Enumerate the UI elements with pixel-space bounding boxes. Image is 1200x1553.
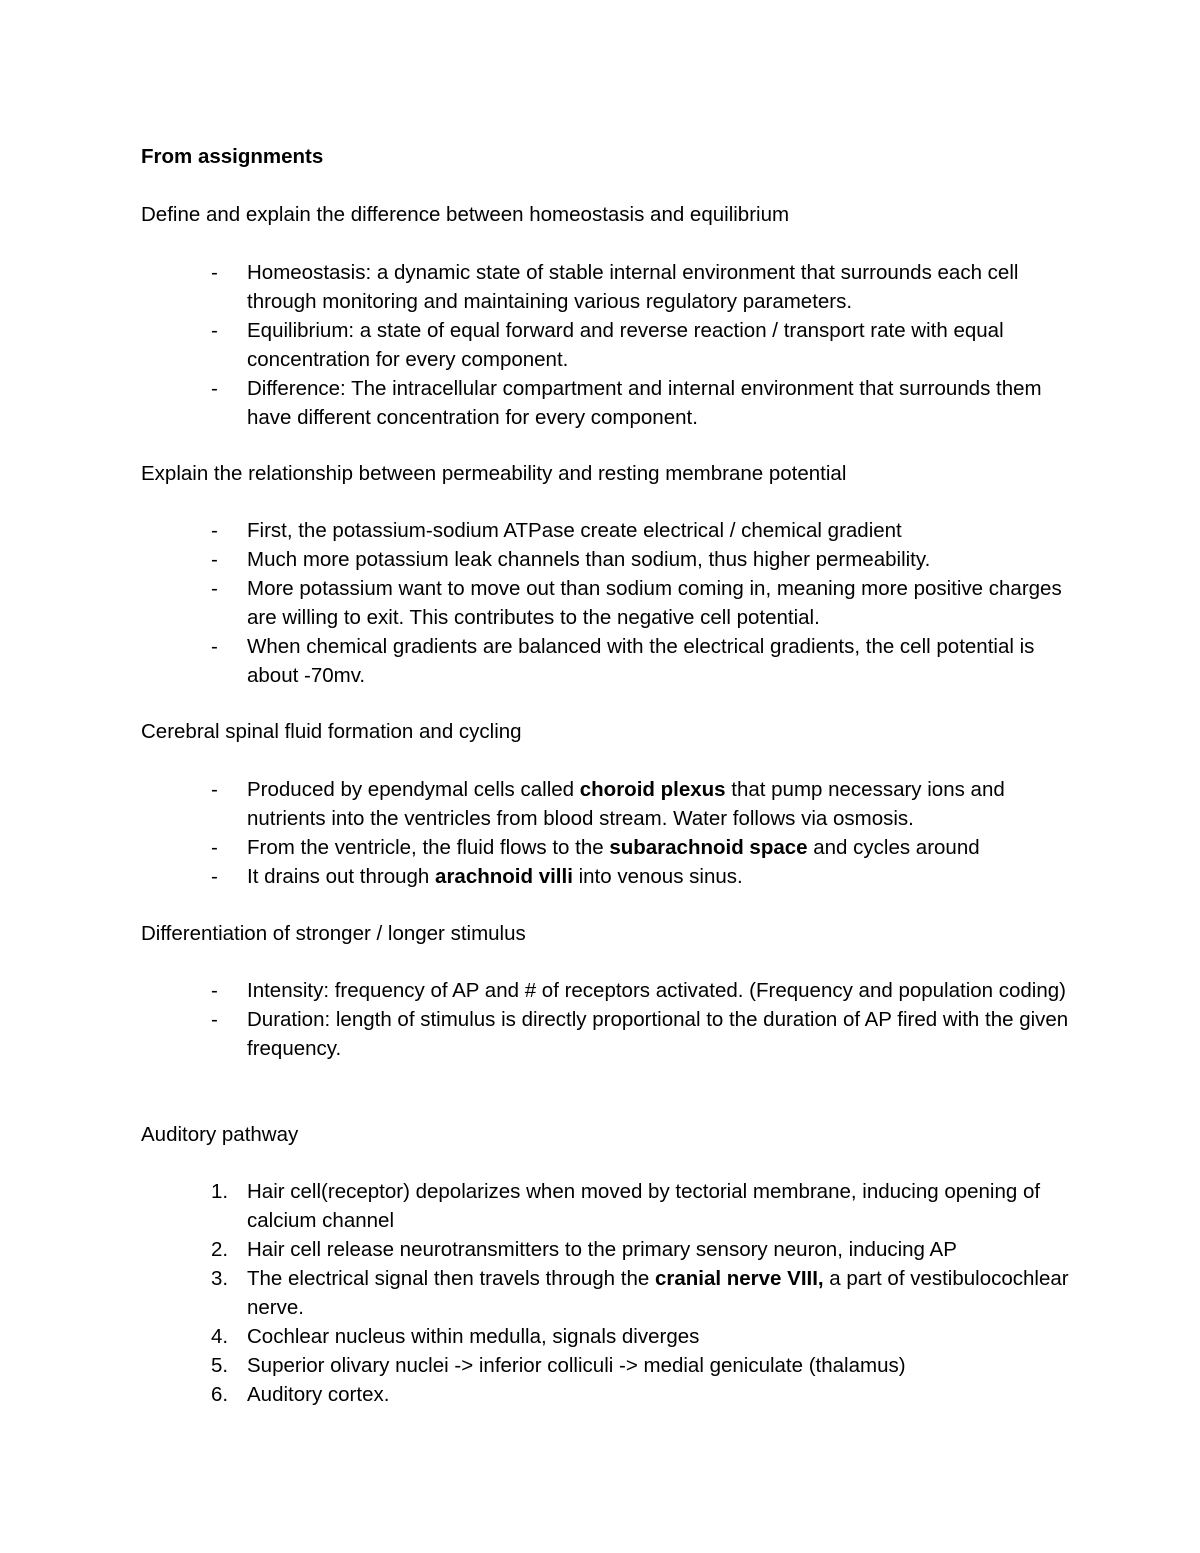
list-item-text: Produced by ependymal cells called choroid plexus that pump necessary ions and nutrients into the ventricles from blood stream. Water follows via osmosis. — [247, 778, 1005, 830]
list-item-text: Superior olivary nuclei -> inferior colliculi -> medial geniculate (thalamus) — [247, 1354, 906, 1377]
dash-marker: - — [211, 577, 218, 600]
dash-marker: - — [211, 979, 218, 1002]
list-number: 6. — [211, 1383, 229, 1406]
question-permeability-rmp: Explain the relationship between permeability and resting membrane potential — [141, 462, 847, 485]
question-homeostasis-equilibrium: Define and explain the difference between homeostasis and equilibrium — [141, 203, 790, 226]
list-item-text: More potassium want to move out than sodium coming in, meaning more positive charges are willing to exit. This contributes to the negative cell potential. — [247, 577, 1062, 629]
list-item — [141, 516, 1081, 545]
list-item-text: Difference: The intracellular compartment and internal environment that surrounds them have different concentration for every component. — [247, 377, 1042, 429]
bold-term: subarachnoid space — [609, 836, 808, 859]
list-item — [141, 258, 1081, 316]
list-item — [141, 545, 1081, 574]
list-homeostasis-equilibrium — [141, 258, 1081, 432]
bold-term: choroid plexus — [579, 778, 726, 801]
list-item — [141, 1177, 1081, 1235]
list-item-text: Auditory cortex. — [247, 1383, 390, 1406]
list-item — [141, 374, 1081, 432]
dash-marker: - — [211, 377, 218, 400]
list-item-text: From the ventricle, the fluid flows to the subarachnoid space and cycles around — [247, 836, 980, 859]
dash-marker: - — [211, 319, 218, 342]
list-item-text: Much more potassium leak channels than sodium, thus higher permeability. — [247, 548, 931, 571]
list-item — [141, 316, 1081, 374]
question-auditory-pathway: Auditory pathway — [141, 1123, 299, 1146]
list-number: 5. — [211, 1354, 229, 1377]
list-item — [141, 775, 1081, 833]
list-number: 1. — [211, 1180, 229, 1203]
list-item-text: Hair cell release neurotransmitters to the primary sensory neuron, inducing AP — [247, 1238, 957, 1261]
list-item — [141, 1351, 1081, 1380]
list-number: 2. — [211, 1238, 229, 1261]
list-item-text: It drains out through arachnoid villi into venous sinus. — [247, 865, 743, 888]
list-item-text: Intensity: frequency of AP and # of receptors activated. (Frequency and population coding) — [247, 979, 1066, 1002]
dash-marker: - — [211, 865, 218, 888]
list-item — [141, 1322, 1081, 1351]
list-item-text: First, the potassium-sodium ATPase create electrical / chemical gradient — [247, 519, 902, 542]
list-item — [141, 1380, 1081, 1409]
dash-marker: - — [211, 548, 218, 571]
list-item-text: Homeostasis: a dynamic state of stable internal environment that surrounds each cell through monitoring and maintaining various regulatory parameters. — [247, 261, 1019, 313]
list-item-text: Duration: length of stimulus is directly proportional to the duration of AP fired with the given frequency. — [247, 1008, 1069, 1060]
dash-marker: - — [211, 261, 218, 284]
list-auditory-pathway — [141, 1177, 1081, 1409]
list-item — [141, 976, 1081, 1005]
dash-marker: - — [211, 1008, 218, 1031]
dash-marker: - — [211, 778, 218, 801]
list-item — [141, 632, 1081, 690]
dash-marker: - — [211, 519, 218, 542]
list-number: 3. — [211, 1267, 229, 1290]
list-item — [141, 574, 1081, 632]
list-item-text: The electrical signal then travels through the cranial nerve VIII, a part of vestibulocochlear nerve. — [247, 1267, 1069, 1319]
dash-marker: - — [211, 635, 218, 658]
list-permeability-rmp — [141, 516, 1081, 690]
list-item — [141, 833, 1081, 862]
list-item-text: When chemical gradients are balanced with the electrical gradients, the cell potential is about -70mv. — [247, 635, 1035, 687]
list-item-text: Equilibrium: a state of equal forward and reverse reaction / transport rate with equal concentration for every component. — [247, 319, 1004, 371]
question-stimulus: Differentiation of stronger / longer stimulus — [141, 922, 526, 945]
question-csf: Cerebral spinal fluid formation and cycling — [141, 720, 522, 743]
list-stimulus — [141, 976, 1081, 1063]
list-item — [141, 1005, 1081, 1063]
document-title: From assignments — [141, 145, 324, 168]
list-item — [141, 1235, 1081, 1264]
list-csf — [141, 775, 1081, 891]
list-item — [141, 1264, 1081, 1322]
list-item-text: Hair cell(receptor) depolarizes when moved by tectorial membrane, inducing opening of calcium channel — [247, 1180, 1041, 1232]
dash-marker: - — [211, 836, 218, 859]
list-number: 4. — [211, 1325, 229, 1348]
list-item-text: Cochlear nucleus within medulla, signals diverges — [247, 1325, 700, 1348]
bold-term: cranial nerve VIII, — [654, 1267, 824, 1290]
list-item — [141, 862, 1081, 891]
bold-term: arachnoid villi — [435, 865, 573, 888]
